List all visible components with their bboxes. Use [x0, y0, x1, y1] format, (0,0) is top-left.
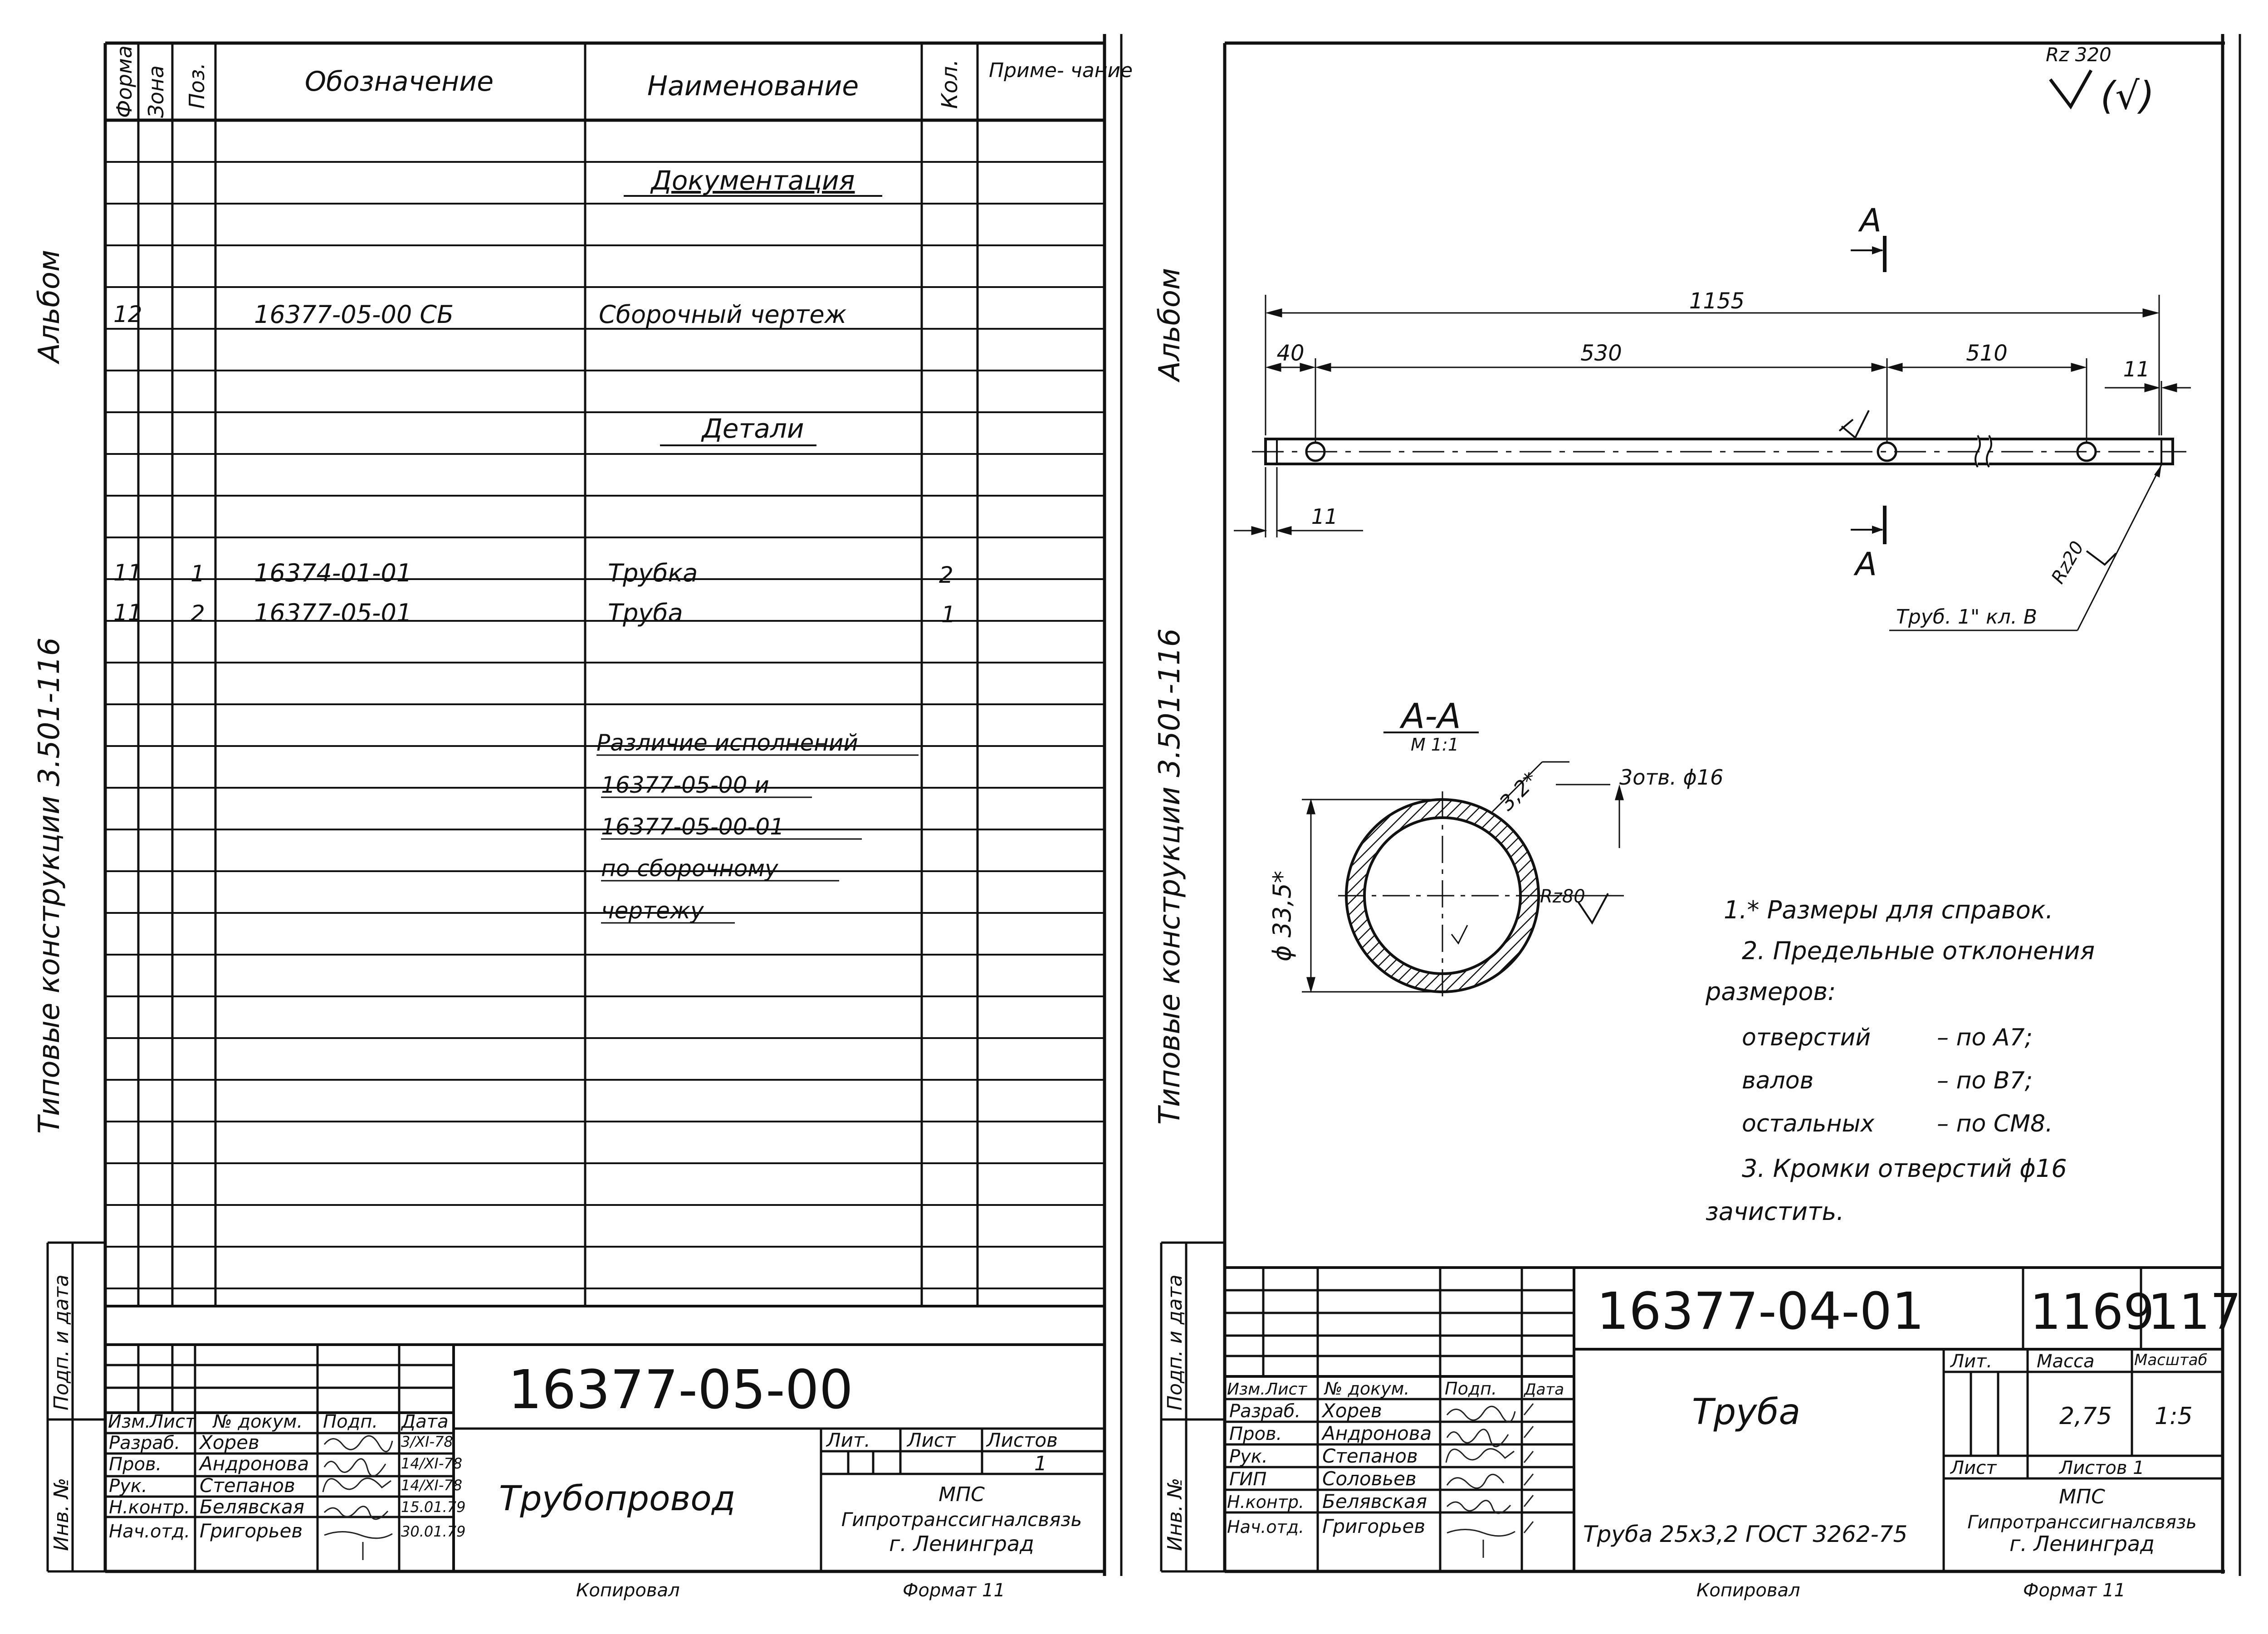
- row-name-tube: Труба: [608, 599, 683, 627]
- left-sheets-value: 1: [1034, 1452, 1047, 1475]
- right-role-2: Пров.: [1229, 1424, 1282, 1444]
- left-doc-number: 16377-05-00: [508, 1358, 853, 1421]
- right-sheet-label: Лист: [1950, 1458, 1997, 1478]
- dimensions: [1234, 295, 2191, 537]
- right-doc-title: Труба: [1692, 1392, 1801, 1433]
- left-date-5: 30.01.79: [401, 1523, 466, 1540]
- header-name: Наименование: [647, 70, 859, 102]
- left-date-4: 15.01.79: [401, 1498, 466, 1516]
- left-role-dept: Нач.отд.: [109, 1521, 191, 1542]
- right-scale-label: Масштаб: [2134, 1351, 2208, 1369]
- note-others: остальных: [1742, 1110, 1875, 1137]
- right-format: Формат 11: [2023, 1580, 2126, 1601]
- roughness-general-value: Rz 320: [2046, 44, 2112, 66]
- right-name-1: Хорев: [1322, 1400, 1382, 1422]
- right-name-6: Григорьев: [1322, 1515, 1426, 1537]
- right-name-2: Андронова: [1322, 1422, 1432, 1444]
- left-role-head: Рук.: [109, 1476, 147, 1497]
- row-pos-tube: 2: [191, 600, 205, 627]
- right-col-docnum: № докум.: [1325, 1379, 1410, 1399]
- header-format: Форма: [112, 45, 137, 118]
- left-sheet: [33, 34, 1133, 1601]
- row-name-assembly: Сборочный чертеж: [599, 300, 847, 329]
- left-col-izm: Изм.: [108, 1411, 151, 1432]
- right-lit-label: Лит.: [1950, 1351, 1993, 1372]
- right-side-album: Альбом: [1153, 268, 1187, 381]
- note-shafts: валов: [1742, 1067, 1814, 1094]
- note-3: 3. Кромки отверстий ϕ16: [1742, 1154, 2067, 1183]
- left-col-docnum: № докум.: [213, 1411, 303, 1432]
- right-role-1: Разраб.: [1229, 1401, 1301, 1422]
- left-date-3: 14/XI-78: [401, 1477, 463, 1494]
- row-qty-tube: 1: [941, 601, 956, 628]
- right-org-2: Гипротранссигналсвязь: [1967, 1512, 2197, 1533]
- right-org-1: МПС: [2059, 1485, 2105, 1508]
- dim-11-top: 11: [2123, 357, 2150, 381]
- section-view: [1268, 696, 1723, 1000]
- roughness-paren: (√): [2100, 73, 2155, 118]
- variants-line-3: 16377-05-00-01: [601, 814, 785, 840]
- variants-line-2: 16377-05-00 и: [601, 772, 769, 798]
- right-role-4: ГИП: [1229, 1469, 1267, 1490]
- left-sheet-label: Лист: [907, 1429, 956, 1451]
- left-name-2: Андронова: [200, 1453, 309, 1475]
- note-holes-tol: – по А7;: [1937, 1024, 2033, 1051]
- variants-line-1: Различие исполнений: [596, 730, 858, 756]
- row-pos-tube-small: 1: [191, 561, 205, 587]
- row-designation-tube-small: 16374-01-01: [254, 559, 412, 587]
- row-format-tube-small: 11: [113, 560, 142, 586]
- left-lit-label: Лит.: [826, 1429, 870, 1451]
- note-others-tol: – по СМ8.: [1937, 1110, 2053, 1137]
- left-doc-title: Трубопровод: [499, 1478, 736, 1518]
- right-name-5: Белявская: [1322, 1490, 1427, 1512]
- right-sheet-no: 1169: [2030, 1284, 2155, 1341]
- right-copied: Копировал: [1696, 1580, 1800, 1601]
- variants-line-4: по сборочному: [601, 855, 778, 882]
- header-pos: Поз.: [185, 63, 209, 109]
- end-callout: [1889, 465, 2161, 630]
- row-format-tube: 11: [113, 600, 142, 626]
- left-col-list: Лист: [150, 1411, 196, 1432]
- left-role-check: Пров.: [109, 1454, 162, 1475]
- dim-11-bottom: 11: [1311, 504, 1338, 529]
- section-title: А-А: [1401, 696, 1461, 736]
- dim-diameter: ϕ 33,5*: [1268, 870, 1296, 961]
- row-name-parts: Детали: [702, 413, 804, 444]
- right-mass: 2,75: [2059, 1403, 2112, 1430]
- row-designation-assembly: 16377-05-00 СБ: [254, 300, 454, 329]
- left-name-1: Хорев: [200, 1431, 259, 1454]
- dim-overall: 1155: [1689, 288, 1745, 314]
- header-zone: Зона: [144, 65, 168, 118]
- dim-wall: 3,2*: [1494, 767, 1543, 815]
- row-name-tube-small: Трубка: [608, 559, 698, 587]
- pipe-view: [1252, 435, 2186, 467]
- section-letter-top: А: [1860, 202, 1882, 239]
- right-col-date: Дата: [1524, 1380, 1564, 1399]
- row-qty-tube-small: 2: [939, 562, 953, 588]
- note-1: 1.* Размеры для справок.: [1724, 896, 2053, 924]
- section-letter-bottom: А: [1855, 546, 1877, 583]
- row-designation-tube: 16377-05-01: [254, 599, 412, 627]
- right-scale: 1:5: [2155, 1403, 2193, 1430]
- dim-530: 530: [1580, 341, 1622, 366]
- right-sheet-no2: 117: [2148, 1284, 2242, 1341]
- left-city: г. Ленинград: [889, 1532, 1034, 1556]
- note-3-cont: зачистить.: [1706, 1197, 1844, 1226]
- general-roughness: [2046, 44, 2155, 118]
- left-format: Формат 11: [903, 1580, 1005, 1601]
- left-copied: Копировал: [576, 1580, 680, 1601]
- right-name-3: Степанов: [1322, 1445, 1418, 1467]
- right-doc-number: 16377-04-01: [1597, 1282, 1925, 1341]
- right-col-list: Лист: [1266, 1380, 1307, 1399]
- technical-notes: [1705, 896, 2095, 1226]
- roughness-inner: Rz80: [1540, 886, 1585, 907]
- section-mark-bottom: [1851, 506, 1885, 583]
- left-name-4: Белявская: [200, 1496, 304, 1518]
- left-side-album: Альбом: [33, 249, 66, 363]
- row-name-documentation: Документация: [651, 165, 855, 196]
- header-qty: Кол.: [937, 59, 963, 109]
- left-date-2: 14/XI-78: [401, 1455, 463, 1472]
- left-inv-label: Инв. №: [50, 1478, 73, 1551]
- left-role-dev: Разраб.: [109, 1433, 181, 1454]
- left-org-1: МПС: [938, 1483, 985, 1506]
- right-inv-label: Инв. №: [1163, 1478, 1187, 1551]
- row-format-assembly: 12: [113, 301, 142, 327]
- left-col-sign: Подп.: [323, 1411, 378, 1432]
- right-role-5: Н.контр.: [1227, 1492, 1305, 1512]
- right-city: г. Ленинград: [2009, 1532, 2155, 1556]
- section-scale: М 1:1: [1411, 735, 1459, 755]
- variants-note: [596, 730, 919, 924]
- left-side-series: Типовые конструкции 3.501-116: [33, 637, 66, 1134]
- right-role-3: Рук.: [1229, 1446, 1268, 1467]
- left-date-1: 3/XI-78: [401, 1433, 453, 1450]
- left-org-2: Гипротранссигналсвязь: [841, 1508, 1082, 1531]
- left-col-date: Дата: [401, 1411, 449, 1432]
- note-2: 2. Предельные отклонения: [1742, 937, 2095, 965]
- dim-510: 510: [1966, 341, 2008, 366]
- right-sheet: [1153, 34, 2241, 1601]
- dim-holes: 3отв. ϕ16: [1619, 765, 1724, 790]
- material-callout: Труб. 1" кл. В: [1896, 605, 2038, 629]
- note-2-cont: размеров:: [1706, 977, 1836, 1006]
- note-shafts-tol: – по В7;: [1937, 1067, 2033, 1094]
- right-col-izm: Изм.: [1227, 1380, 1266, 1399]
- left-name-5: Григорьев: [200, 1520, 303, 1542]
- left-name-3: Степанов: [200, 1474, 295, 1497]
- section-mark-top: [1851, 202, 1885, 272]
- right-name-4: Соловьев: [1322, 1468, 1417, 1490]
- left-sheets-label: Листов: [987, 1429, 1058, 1451]
- header-note: Приме- чание: [989, 59, 1133, 82]
- right-side-series: Типовые конструкции 3.501-116: [1153, 628, 1187, 1125]
- variants-line-5: чертежу: [601, 897, 704, 924]
- right-signatures: [1446, 1404, 1533, 1558]
- roughness-end: Rz20: [2047, 537, 2088, 587]
- left-sign-label: Подп. и дата: [50, 1274, 73, 1410]
- dim-40: 40: [1276, 341, 1305, 366]
- right-col-sign: Подп.: [1445, 1379, 1497, 1399]
- right-material: Труба 25x3,2 ГОСТ 3262-75: [1583, 1521, 1908, 1547]
- left-role-norm: Н.контр.: [109, 1497, 190, 1518]
- right-mass-label: Масса: [2037, 1351, 2095, 1372]
- right-sheets-label: Листов 1: [2059, 1458, 2145, 1478]
- header-designation: Обозначение: [304, 66, 494, 98]
- right-sign-label: Подп. и дата: [1163, 1274, 1187, 1410]
- right-role-6: Нач.отд.: [1227, 1517, 1305, 1537]
- note-holes: отверстий: [1742, 1024, 1871, 1051]
